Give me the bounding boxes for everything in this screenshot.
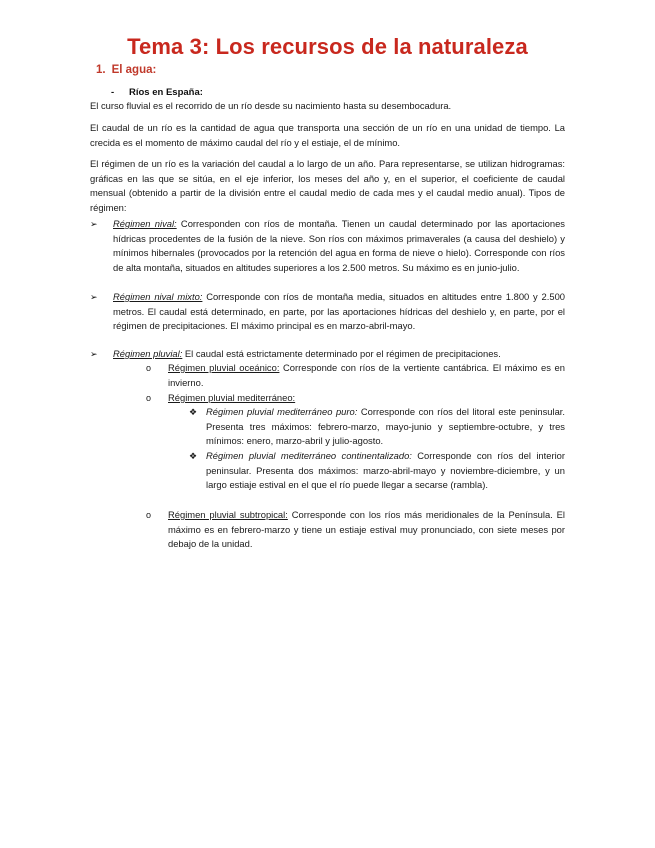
bullet-regimen-nival-mixto <box>90 290 565 334</box>
subsection-label: Ríos en España: <box>129 87 203 98</box>
circle-bullet-icon: o <box>146 510 152 520</box>
subsection-heading <box>111 87 203 98</box>
sub-item-label: Régimen pluvial mediterráneo: <box>168 392 296 403</box>
bullet-label: Régimen nival: <box>113 218 177 229</box>
paragraph-regimen: El régimen de un río es la variación del caudal a lo largo de un año. Para representarse, se utilizan hidrogramas: gráficas en las que se sitúa, en el eje inferior, los meses del año y, en el superior, el coeficiente de caudal mensual (obtenido a partir de la división entre el caudal medio de cada mes y el caudal medio anual). Tipos de régimen: <box>90 158 565 213</box>
page-title: Tema 3: Los recursos de la naturaleza <box>127 34 528 59</box>
subsection-marker: - <box>111 87 115 98</box>
sub-item-pluvial-mediterraneo <box>146 391 565 406</box>
arrow-bullet-icon: ➢ <box>90 349 98 359</box>
arrow-bullet-icon: ➢ <box>90 219 98 229</box>
sub-item-pluvial-oceanico <box>146 361 565 390</box>
sub-item-pluvial-subtropical <box>146 508 565 552</box>
bullet-body: El caudal está estrictamente determinado por el régimen de precipitaciones. <box>182 348 501 359</box>
section-number: 1. <box>96 64 106 76</box>
sub-sub-item-label: Régimen pluvial mediterráneo continentalizado: <box>206 450 412 461</box>
bullet-text <box>113 217 565 275</box>
arrow-bullet-icon: ➢ <box>90 292 98 302</box>
sub-item-label: Régimen pluvial subtropical: <box>168 509 288 520</box>
bullet-text <box>113 290 565 334</box>
sub-sub-item-body: Corresponde con ríos del litoral este peninsular. Presenta tres máximos: febrero-marzo, mayo-junio y septiembre-octubre, y tres mínimos: enero, marzo-abril y julio-agosto. <box>206 406 565 446</box>
sub-item-text <box>168 361 565 390</box>
paragraph-caudal: El caudal de un río es la cantidad de agua que transporta una sección de un río en una unidad de tiempo. La crecida es el momento de máximo caudal del río y el estiaje, el de mínimo. <box>90 122 565 148</box>
sub-item-text <box>168 508 565 552</box>
circle-bullet-icon: o <box>146 393 152 403</box>
bullet-regimen-pluvial <box>90 347 565 362</box>
circle-bullet-icon: o <box>146 363 152 373</box>
sub-item-body: Corresponde con los ríos más meridionales de la Península. El máximo es en febrero-marzo y tiene un estiaje estival muy pronunciado, con siete meses por debajo de la unidad. <box>168 509 565 549</box>
paragraph-curso-fluvial: El curso fluvial es el recorrido de un río desde su nacimiento hasta su desembocadura. <box>90 100 452 111</box>
bullet-text <box>113 347 565 362</box>
section-label: El agua: <box>111 64 157 76</box>
sub-item-body: Corresponde con ríos de la vertiente cantábrica. El máximo es en invierno. <box>168 362 565 388</box>
sub-sub-item-mediterraneo-continentalizado <box>189 449 565 493</box>
sub-sub-item-text <box>206 449 565 493</box>
bullet-label: Régimen nival mixto: <box>113 291 203 302</box>
bullet-body: Corresponden con ríos de montaña. Tienen un caudal determinado por las aportaciones hídricas procedentes de la fusión de la nieve. Son ríos con máximos primaverales (a causa del deshielo) y mínimos hibernales (provocados por la retención del agua en forma de nieve o hielo). Corresponde con ríos de alta montaña, situados en altitudes superiores a los 2.500 metros. Su máximo es en junio-julio. <box>113 218 565 273</box>
diamond-bullet-icon: ❖ <box>189 407 198 417</box>
section-heading <box>96 64 156 76</box>
bullet-label: Régimen pluvial: <box>113 348 183 359</box>
sub-sub-item-mediterraneo-puro <box>189 405 565 449</box>
sub-sub-item-text <box>206 405 565 449</box>
diamond-bullet-icon: ❖ <box>189 451 198 461</box>
bullet-regimen-nival <box>90 217 565 275</box>
sub-sub-item-label: Régimen pluvial mediterráneo puro: <box>206 406 358 417</box>
bullet-body: Corresponde con ríos de montaña media, situados en altitudes entre 1.800 y 2.500 metros. El caudal está determinado, en parte, por las aportaciones hídricas del deshielo y, en parte, por el régimen de precipitaciones. El máximo principal es en marzo-abril-mayo. <box>113 291 565 331</box>
sub-item-text <box>168 391 565 406</box>
sub-item-label: Régimen pluvial oceánico: <box>168 362 280 373</box>
sub-sub-item-body: Corresponde con ríos del interior peninsular. Presenta dos máximos: marzo-abril-mayo y noviembre-diciembre, y un largo estiaje estival en el que el río puede llegar a secarse (rambla). <box>206 450 565 490</box>
